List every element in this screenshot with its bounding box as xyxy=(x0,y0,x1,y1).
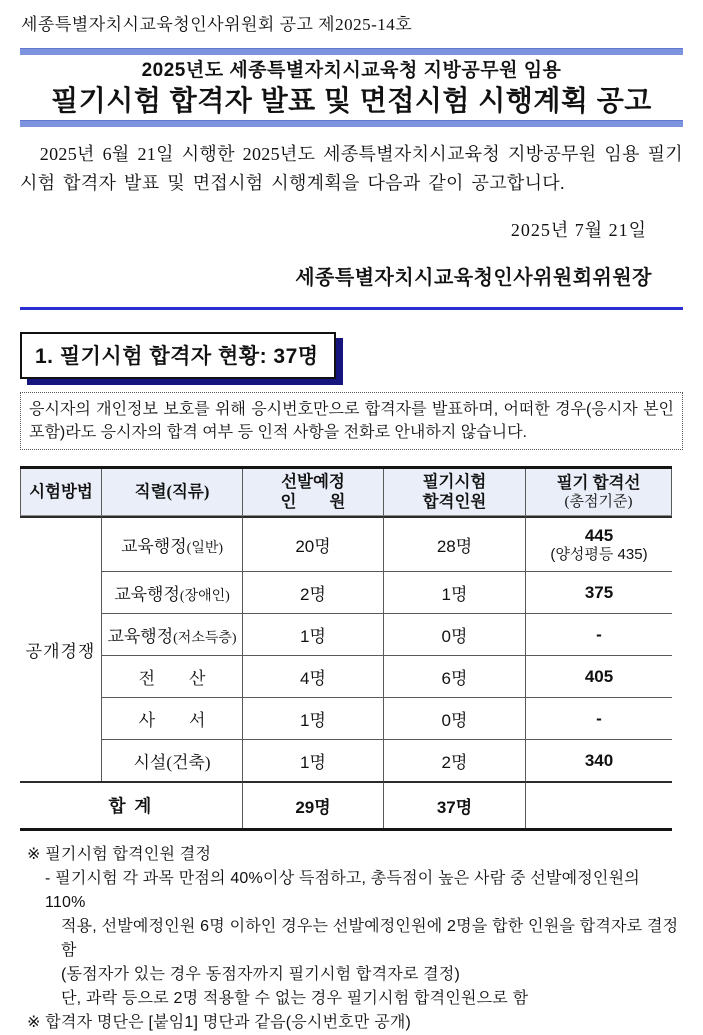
exam-method-cell: 공개경쟁 xyxy=(20,516,102,781)
cutoff-cell: 340 xyxy=(584,750,614,770)
col-header-exam-method: 시험방법 xyxy=(20,469,102,516)
col-header-passed: 필기시험 합격인원 xyxy=(384,469,526,516)
cutoff-cell: - xyxy=(526,698,672,740)
planned-cell: 4명 xyxy=(243,656,384,698)
total-cutoff-cell xyxy=(526,781,672,828)
intro-paragraph: 2025년 6월 21일 시행한 2025년도 세종특별자치시교육청 지방공무원 임용 필기시험 합격자 발표 및 면접시험 시행계획을 다음과 같이 공고합니다. xyxy=(20,144,683,194)
passed-cell: 1명 xyxy=(384,572,526,614)
announcement-date: 2025년 7월 21일 xyxy=(510,219,647,240)
table-row xyxy=(20,740,672,781)
col-header-planned: 선발예정 인 원 xyxy=(243,469,384,516)
footnote-line: - 필기시험 각 과목 만점의 40%이상 득점하고, 총득점이 높은 사람 중 선발예정인원의 110% xyxy=(45,870,640,912)
notice-number: 세종특별자치시교육청인사위원회 공고 제2025-14호 xyxy=(21,15,413,34)
passed-cell: 28명 xyxy=(384,516,526,572)
footnotes xyxy=(20,843,683,1035)
planned-cell: 1명 xyxy=(243,614,384,656)
cutoff-cell: - xyxy=(526,614,672,656)
written-exam-results-table xyxy=(20,466,672,831)
table-row xyxy=(20,656,672,698)
series-cell: 사 서 xyxy=(102,698,243,740)
table-header-row xyxy=(20,469,672,516)
footnote-line: 적용, 선발예정인원 6명 이하인 경우는 선발예정인원에 2명을 합한 인원을 합격자로 결정함 xyxy=(61,918,679,960)
table-total-row xyxy=(20,781,672,828)
passed-cell: 0명 xyxy=(384,614,526,656)
table-row xyxy=(20,516,672,572)
passed-cell: 0명 xyxy=(384,698,526,740)
col-header-series: 직렬(직류) xyxy=(102,469,243,516)
footnote-line: ※ 필기시험 합격인원 결정 xyxy=(27,846,212,864)
title-line-1: 2025년도 세종특별자치시교육청 지방공무원 임용 xyxy=(141,60,562,81)
planned-cell: 1명 xyxy=(243,740,384,781)
title-line-2: 필기시험 합격자 발표 및 면접시험 시행계획 공고 xyxy=(51,84,652,116)
total-planned-cell: 29명 xyxy=(243,781,384,828)
table-row xyxy=(20,572,672,614)
title-top-bar xyxy=(20,48,683,55)
document-title xyxy=(20,55,683,120)
total-passed-cell: 37명 xyxy=(384,781,526,828)
footnote-line: (동점자가 있는 경우 동점자까지 필기시험 합격자로 결정) xyxy=(61,966,461,984)
section-1-heading: 1. 필기시험 합격자 현황: 37명 xyxy=(20,332,336,379)
planned-cell: 20명 xyxy=(243,516,384,572)
title-bottom-bar xyxy=(20,120,683,127)
table-row xyxy=(20,614,672,656)
footnote-line: ※ 합격자 명단은 [붙임1] 명단과 같음(응시번호만 공개) xyxy=(27,1014,412,1032)
planned-cell: 1명 xyxy=(243,698,384,740)
passed-cell: 2명 xyxy=(384,740,526,781)
series-cell: 교육행정(저소득층) xyxy=(102,614,243,656)
series-cell: 시설(건축) xyxy=(102,740,243,781)
planned-cell: 2명 xyxy=(243,572,384,614)
cutoff-cell: 445 (양성평등 435) xyxy=(526,516,672,572)
series-cell: 교육행정(일반) xyxy=(102,516,243,572)
signer-title: 세종특별자치시교육청인사위원회위원장 xyxy=(295,266,652,289)
total-label-cell: 합 계 xyxy=(20,781,243,828)
title-block xyxy=(20,48,683,127)
privacy-notice-box: 응시자의 개인정보 보호를 위해 응시번호만으로 합격자를 발표하며, 어떠한 경우(응시자 본인 포함)라도 응시자의 합격 여부 등 인적 사항을 전화로 안내하지 않습니다. xyxy=(20,392,683,450)
series-cell: 전 산 xyxy=(102,656,243,698)
col-header-cutoff: 필기 합격선 (총점기준) xyxy=(526,469,672,516)
cutoff-cell: 375 xyxy=(526,572,672,614)
cutoff-cell: 405 xyxy=(526,656,672,698)
footnote-line: 단, 과락 등으로 2명 적용할 수 없는 경우 필기시험 합격인원으로 함 xyxy=(61,990,529,1008)
passed-cell: 6명 xyxy=(384,656,526,698)
series-cell: 교육행정(장애인) xyxy=(102,572,243,614)
table-row xyxy=(20,698,672,740)
